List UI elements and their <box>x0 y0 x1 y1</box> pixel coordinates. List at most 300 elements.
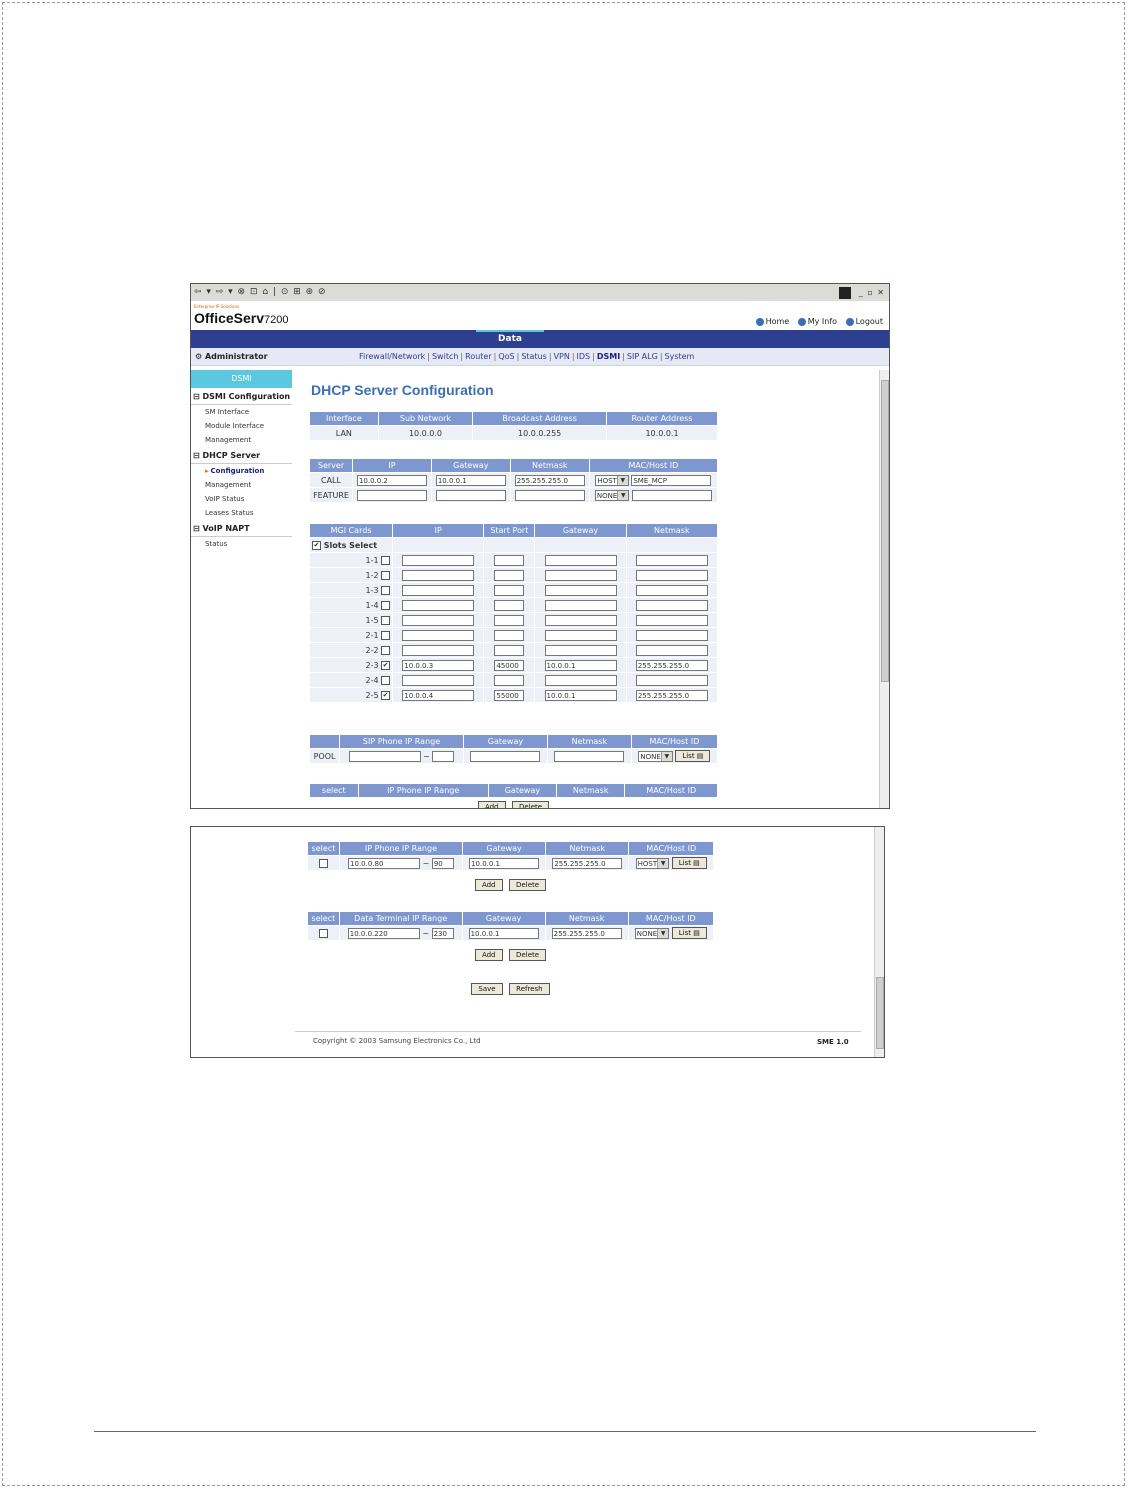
host-id-input[interactable]: SME_MCP <box>631 475 711 486</box>
ip-phone-header: MAC/Host ID <box>629 842 714 856</box>
server-ip-cell <box>353 473 432 488</box>
mgi-gateway-input[interactable] <box>545 630 617 641</box>
brand-tagline: Enterprise IP Solutions <box>194 304 240 309</box>
mgi-ip-cell <box>393 688 484 703</box>
slot-label: 1-1 <box>365 555 382 565</box>
mgi-ip-cell <box>393 673 484 688</box>
menu-separator: | <box>571 352 575 361</box>
mgi-netmask-input[interactable] <box>636 555 708 566</box>
tab-data[interactable]: Data <box>476 330 544 348</box>
server-label: FEATURE <box>310 488 353 503</box>
slot-cell <box>310 688 393 703</box>
ip-phone-buttons-partial <box>309 801 718 809</box>
ip-phone-range-cell <box>339 856 462 871</box>
server-ip-cell <box>353 488 432 503</box>
toolbar-icons[interactable]: ⇦ ▾ ⇨ ▾ ⊗ ⊡ ⌂ | ⊙ ⊞ ⊛ ⊘ <box>194 287 327 297</box>
data-terminal-header: select <box>308 912 340 926</box>
mgi-ip-cell <box>393 568 484 583</box>
slot-checkbox[interactable]: ✔ <box>382 660 389 669</box>
server-gateway-cell <box>431 488 510 503</box>
mgi-row <box>310 688 718 703</box>
ip-phone-header: select <box>308 842 340 856</box>
mgi-ip-input[interactable] <box>402 615 474 626</box>
sip-gateway-input[interactable] <box>470 751 540 762</box>
interface-header: Router Address <box>607 412 718 426</box>
sidebar-item-label: Management <box>205 436 252 444</box>
sidebar-item-label: Module Interface <box>205 422 265 430</box>
ip-phone-range-from-input[interactable]: 10.0.0.80 <box>348 858 420 869</box>
slot-cell <box>310 628 393 643</box>
mgi-ip-input[interactable] <box>402 555 474 566</box>
mgi-ip-input[interactable] <box>402 585 474 596</box>
module-menu <box>359 348 694 365</box>
mgi-gateway-input[interactable]: 10.0.0.1 <box>545 690 617 701</box>
slot-checkbox[interactable] <box>381 616 390 625</box>
logout-icon <box>846 318 854 326</box>
mgi-port-input[interactable] <box>494 630 524 641</box>
mgi-port-cell <box>484 553 535 568</box>
menu-separator: | <box>622 352 625 361</box>
empty-cell <box>393 538 484 553</box>
mgi-netmask-input[interactable] <box>636 615 708 626</box>
data-terminal-range-from-input[interactable]: 10.0.0.220 <box>348 928 420 939</box>
ip-phone-partial-header: Gateway <box>488 784 556 798</box>
slot-cell <box>310 673 393 688</box>
data-terminal-range-to-input[interactable]: 230 <box>432 928 454 939</box>
data-terminal-gateway-cell <box>462 926 545 941</box>
mgi-gateway-cell <box>535 583 626 598</box>
slot-checkbox[interactable] <box>381 601 390 610</box>
mgi-port-input[interactable] <box>494 570 524 581</box>
menu-separator: | <box>427 352 430 361</box>
range-tilde: ~ <box>420 858 432 868</box>
slots-select-cell <box>310 538 393 553</box>
server-netmask-cell <box>510 473 589 488</box>
interface-header: Broadcast Address <box>473 412 607 426</box>
slot-label: 2-4 <box>365 675 382 685</box>
mgi-table <box>309 523 718 703</box>
mgi-netmask-cell <box>626 598 717 613</box>
sidebar-item-management[interactable] <box>191 478 292 492</box>
slot-checkbox[interactable] <box>381 556 390 565</box>
server-table <box>309 458 718 503</box>
interface-cell: 10.0.0.0 <box>378 426 473 441</box>
home-link[interactable]: Home <box>756 317 790 326</box>
sidebar-section-dsmi-configuration[interactable]: ⊟ DSMI Configuration <box>191 388 292 405</box>
server-label: CALL <box>310 473 353 488</box>
data-terminal-header: Gateway <box>462 912 545 926</box>
menu-separator: | <box>516 352 520 361</box>
mgi-ip-cell <box>393 583 484 598</box>
sip-header: Gateway <box>464 735 548 749</box>
ip-phone-partial-header: IP Phone IP Range <box>358 784 488 798</box>
sidebar-item-label: Leases Status <box>205 509 254 517</box>
browser-screenshot-top <box>190 283 890 809</box>
sidebar-item-label: Management <box>205 481 252 489</box>
ip-phone-gateway-cell <box>462 856 545 871</box>
list-button[interactable]: List ▤ <box>672 857 707 869</box>
data-terminal-header: Netmask <box>545 912 628 926</box>
mgi-ip-input[interactable] <box>402 645 474 656</box>
sip-header: SIP Phone IP Range <box>340 735 464 749</box>
ip-phone-gateway-input[interactable]: 10.0.0.1 <box>469 858 539 869</box>
ip-phone-netmask-input[interactable]: 255.255.255.0 <box>552 858 622 869</box>
mgi-row <box>310 628 718 643</box>
mgi-port-cell <box>484 613 535 628</box>
mgi-netmask-cell <box>626 568 717 583</box>
server-netmask-input[interactable] <box>515 490 585 501</box>
delete-button[interactable]: Delete <box>509 879 546 891</box>
slot-checkbox[interactable]: ✔ <box>382 690 389 699</box>
sip-range-from-input[interactable] <box>349 751 421 762</box>
menu-separator: | <box>493 352 497 361</box>
mgi-netmask-input[interactable] <box>636 630 708 641</box>
mgi-gateway-input[interactable] <box>545 615 617 626</box>
slot-cell <box>310 553 393 568</box>
mgi-netmask-cell <box>626 553 717 568</box>
scroll-thumb[interactable] <box>876 977 884 1049</box>
slots-select-checkbox[interactable]: ✔ <box>313 540 320 549</box>
sidebar-item-sm-interface[interactable] <box>191 405 292 419</box>
slot-label: 2-1 <box>365 630 382 640</box>
menu-separator: | <box>659 352 663 361</box>
data-terminal-select-checkbox[interactable] <box>319 929 328 938</box>
server-header: IP <box>353 459 432 473</box>
windows-logo-icon <box>839 287 851 299</box>
mgi-port-input[interactable] <box>494 585 524 596</box>
menu-separator: | <box>460 352 464 361</box>
data-terminal-gateway-input[interactable]: 10.0.0.1 <box>469 928 539 939</box>
data-terminal-range-cell <box>339 926 462 941</box>
data-terminal-header: MAC/Host ID <box>628 912 713 926</box>
slot-cell <box>310 598 393 613</box>
server-ip-input[interactable] <box>357 490 427 501</box>
ip-phone-table-partial <box>309 783 718 798</box>
ip-phone-partial-header: select <box>310 784 359 798</box>
sidebar-item-label: SM Interface <box>205 408 250 416</box>
empty-cell <box>484 538 535 553</box>
slots-select-label: Slots Select <box>321 540 378 550</box>
mgi-row <box>310 568 718 583</box>
slot-label: 2-2 <box>365 645 382 655</box>
mgi-port-cell <box>484 583 535 598</box>
sidebar-item-label: VoIP Status <box>205 495 245 503</box>
mgi-ip-cell <box>393 658 484 673</box>
mgi-ip-input[interactable] <box>402 630 474 641</box>
host-type-select[interactable]: NONE ▼ <box>635 928 669 939</box>
sip-header <box>310 735 340 749</box>
mgi-port-input[interactable]: 55000 <box>494 690 524 701</box>
menu-item-system[interactable]: System <box>664 352 695 361</box>
sidebar-item-voip-status[interactable] <box>191 492 292 506</box>
menu-item-firewall-network[interactable]: Firewall/Network <box>359 352 426 361</box>
brand-bar <box>191 301 889 330</box>
data-terminal-table <box>307 911 714 941</box>
mgi-netmask-cell <box>626 583 717 598</box>
scroll-thumb[interactable] <box>881 380 889 682</box>
window-buttons <box>839 284 885 301</box>
sidebar-item-label: Status <box>205 540 228 548</box>
data-terminal-buttons <box>307 949 714 961</box>
top-links <box>750 317 883 326</box>
delete-button[interactable]: Delete <box>509 949 546 961</box>
refresh-button[interactable]: Refresh <box>509 983 549 995</box>
mgi-gateway-input[interactable] <box>545 645 617 656</box>
list-button[interactable]: List ▤ <box>675 750 710 762</box>
ip-phone-range-to-input[interactable]: 90 <box>432 858 454 869</box>
mgi-row <box>310 553 718 568</box>
menu-item-dsmi[interactable]: DSMI <box>596 352 621 361</box>
delete-button[interactable]: Delete <box>512 801 549 809</box>
save-button[interactable]: Save <box>471 983 502 995</box>
list-button[interactable]: List ▤ <box>672 927 707 939</box>
mgi-ip-input[interactable] <box>402 570 474 581</box>
server-mac-cell <box>589 488 717 503</box>
sidebar-section-dhcp-server[interactable]: ⊟ DHCP Server <box>191 447 292 464</box>
sidebar-item-status[interactable] <box>191 537 292 551</box>
admin-label: ⚙ Administrator <box>195 352 268 361</box>
mgi-header: IP <box>393 524 484 538</box>
interface-cell: LAN <box>310 426 379 441</box>
mgi-port-cell <box>484 568 535 583</box>
mgi-netmask-cell <box>626 643 717 658</box>
mgi-port-input[interactable] <box>494 675 524 686</box>
mgi-gateway-cell <box>535 673 626 688</box>
mgi-row <box>310 658 718 673</box>
sub-nav <box>191 348 889 366</box>
mgi-row <box>310 613 718 628</box>
ip-phone-header: Netmask <box>546 842 629 856</box>
sip-netmask-input[interactable] <box>554 751 624 762</box>
sidebar-item-configuration[interactable] <box>191 464 292 478</box>
server-netmask-cell <box>510 488 589 503</box>
sip-gateway-cell <box>464 749 548 764</box>
menu-item-ids[interactable]: IDS <box>576 352 591 361</box>
mgi-gateway-cell <box>535 553 626 568</box>
mgi-row <box>310 643 718 658</box>
mgi-gateway-cell <box>535 658 626 673</box>
sidebar-header: DSMI <box>191 370 292 388</box>
scrollbar[interactable] <box>874 827 884 1057</box>
mgi-ip-input[interactable] <box>402 675 474 686</box>
interface-table <box>309 411 718 441</box>
slot-label: 2-5 <box>365 690 382 700</box>
page-title: DHCP Server Configuration <box>311 382 494 398</box>
chevron-down-icon: ▼ <box>657 929 668 938</box>
slot-label: 1-2 <box>365 570 382 580</box>
mgi-ip-cell <box>393 628 484 643</box>
mgi-header: Gateway <box>535 524 626 538</box>
slot-label: 2-3 <box>365 660 382 670</box>
mgi-port-cell <box>484 628 535 643</box>
ip-phone-select-checkbox[interactable] <box>319 859 328 868</box>
mgi-gateway-input[interactable] <box>545 570 617 581</box>
host-type-select[interactable]: HOST ▼ <box>636 858 670 869</box>
slot-cell <box>310 583 393 598</box>
mgi-ip-input[interactable]: 10.0.0.4 <box>402 690 474 701</box>
my-info-link[interactable]: My Info <box>798 317 837 326</box>
slot-label: 1-4 <box>365 600 382 610</box>
sidebar-item-management[interactable] <box>191 433 292 447</box>
server-header: Netmask <box>510 459 589 473</box>
ip-phone-header: IP Phone IP Range <box>339 842 462 856</box>
range-tilde: ~ <box>420 751 433 761</box>
slot-checkbox[interactable] <box>381 586 390 595</box>
version: SME 1.0 <box>817 1038 849 1046</box>
ip-phone-netmask-cell <box>546 856 629 871</box>
sip-range-to-input[interactable] <box>432 751 454 762</box>
logout-link[interactable]: Logout <box>846 317 883 326</box>
server-mac-cell <box>589 473 717 488</box>
user-info-icon <box>798 318 806 326</box>
server-header: Gateway <box>431 459 510 473</box>
server-header: MAC/Host ID <box>589 459 717 473</box>
mgi-netmask-cell <box>626 628 717 643</box>
host-type-select[interactable]: HOST ▼ <box>595 475 629 486</box>
mgi-gateway-cell <box>535 628 626 643</box>
mgi-netmask-input[interactable]: 255.255.255.0 <box>636 690 708 701</box>
slot-checkbox[interactable] <box>381 646 390 655</box>
mgi-ip-cell <box>393 598 484 613</box>
mgi-netmask-input[interactable] <box>636 645 708 656</box>
sip-header: MAC/Host ID <box>631 735 717 749</box>
mgi-port-input[interactable] <box>494 645 524 656</box>
menu-item-vpn[interactable]: VPN <box>553 352 570 361</box>
mgi-gateway-input[interactable] <box>545 555 617 566</box>
brand-name: OfficeServ <box>194 310 265 326</box>
ip-phone-header: Gateway <box>462 842 545 856</box>
menu-item-status[interactable]: Status <box>521 352 547 361</box>
menu-separator: | <box>592 352 595 361</box>
slot-label: 1-3 <box>365 585 382 595</box>
mgi-header: Netmask <box>626 524 717 538</box>
empty-cell <box>626 538 717 553</box>
host-type-select[interactable]: NONE ▼ <box>595 490 629 501</box>
add-button[interactable]: Add <box>475 879 503 891</box>
footer-divider <box>295 1031 861 1032</box>
sidebar-section-voip-napt[interactable]: ⊟ VoIP NAPT <box>191 520 292 537</box>
interface-header: Interface <box>310 412 379 426</box>
add-button[interactable]: Add <box>478 801 506 809</box>
sip-range-cell <box>340 749 464 764</box>
slot-cell <box>310 658 393 673</box>
host-type-select[interactable]: NONE ▼ <box>638 751 672 762</box>
server-header: Server <box>310 459 353 473</box>
mgi-gateway-cell <box>535 598 626 613</box>
ip-phone-partial-header: Netmask <box>556 784 624 798</box>
chevron-down-icon: ▼ <box>661 752 672 761</box>
server-row <box>310 488 718 503</box>
ip-phone-table <box>307 841 714 871</box>
mgi-gateway-input[interactable] <box>545 585 617 596</box>
empty-cell <box>535 538 626 553</box>
ip-phone-partial-header: MAC/Host ID <box>625 784 718 798</box>
mgi-port-input[interactable]: 45000 <box>494 660 524 671</box>
ip-phone-buttons <box>307 879 714 891</box>
range-tilde: ~ <box>419 928 432 938</box>
mgi-gateway-cell <box>535 643 626 658</box>
slot-label: 1-5 <box>365 615 382 625</box>
scrollbar[interactable] <box>879 370 889 808</box>
mgi-netmask-input[interactable]: 255.255.255.0 <box>636 660 708 671</box>
server-gateway-input[interactable] <box>436 490 506 501</box>
add-button[interactable]: Add <box>475 949 503 961</box>
mgi-ip-input[interactable] <box>402 600 474 611</box>
brand-logo <box>194 310 289 326</box>
data-terminal-netmask-input[interactable]: 255.255.255.0 <box>552 928 622 939</box>
mgi-ip-cell <box>393 613 484 628</box>
mgi-port-cell <box>484 598 535 613</box>
mgi-netmask-input[interactable] <box>636 585 708 596</box>
mgi-port-input[interactable] <box>494 615 524 626</box>
mgi-netmask-cell <box>626 688 717 703</box>
slot-checkbox[interactable] <box>381 631 390 640</box>
mgi-gateway-cell <box>535 613 626 628</box>
mgi-gateway-input[interactable] <box>545 600 617 611</box>
interface-cell: 10.0.0.1 <box>607 426 718 441</box>
mgi-row <box>310 598 718 613</box>
mgi-ip-cell <box>393 553 484 568</box>
mgi-netmask-input[interactable] <box>636 600 708 611</box>
slot-checkbox[interactable] <box>381 571 390 580</box>
mgi-netmask-cell <box>626 673 717 688</box>
mgi-netmask-input[interactable] <box>636 570 708 581</box>
slot-cell <box>310 613 393 628</box>
window-controls[interactable]: _ ▫ ✕ <box>858 288 885 297</box>
menu-item-qos[interactable]: QoS <box>498 352 515 361</box>
mgi-port-input[interactable] <box>494 600 524 611</box>
home-icon <box>756 318 764 326</box>
brand-model: 7200 <box>264 314 289 326</box>
slot-checkbox[interactable] <box>381 676 390 685</box>
interface-cell: 10.0.0.255 <box>473 426 607 441</box>
slots-select-row <box>310 538 718 553</box>
server-ip-input[interactable]: 10.0.0.2 <box>357 475 427 486</box>
sip-header: Netmask <box>547 735 631 749</box>
mgi-gateway-cell <box>535 688 626 703</box>
chevron-down-icon: ▼ <box>617 476 628 485</box>
mgi-row <box>310 673 718 688</box>
mgi-netmask-input[interactable] <box>636 675 708 686</box>
main-nav <box>191 330 889 348</box>
mgi-port-cell <box>484 643 535 658</box>
ip-phone-select-cell <box>308 856 340 871</box>
server-netmask-input[interactable]: 255.255.255.0 <box>515 475 585 486</box>
browser-toolbar <box>191 284 889 302</box>
pool-label: POOL <box>310 749 340 764</box>
sip-mac-cell <box>631 749 717 764</box>
sidebar-item-module-interface[interactable] <box>191 419 292 433</box>
mgi-gateway-input[interactable]: 10.0.0.1 <box>545 660 617 671</box>
mgi-ip-input[interactable]: 10.0.0.3 <box>402 660 474 671</box>
mgi-gateway-input[interactable] <box>545 675 617 686</box>
host-id-input[interactable] <box>632 490 712 501</box>
menu-item-router[interactable]: Router <box>465 352 492 361</box>
mgi-port-cell <box>484 688 535 703</box>
sidebar-item-leases-status[interactable] <box>191 506 292 520</box>
menu-item-sip-alg[interactable]: SIP ALG <box>626 352 658 361</box>
sip-netmask-cell <box>547 749 631 764</box>
chevron-down-icon: ▼ <box>657 859 668 868</box>
mgi-netmask-cell <box>626 658 717 673</box>
menu-item-switch[interactable]: Switch <box>431 352 459 361</box>
slot-cell <box>310 643 393 658</box>
data-terminal-mac-cell <box>628 926 713 941</box>
server-gateway-input[interactable]: 10.0.0.1 <box>436 475 506 486</box>
data-terminal-netmask-cell <box>545 926 628 941</box>
mgi-row <box>310 583 718 598</box>
mgi-port-input[interactable] <box>494 555 524 566</box>
